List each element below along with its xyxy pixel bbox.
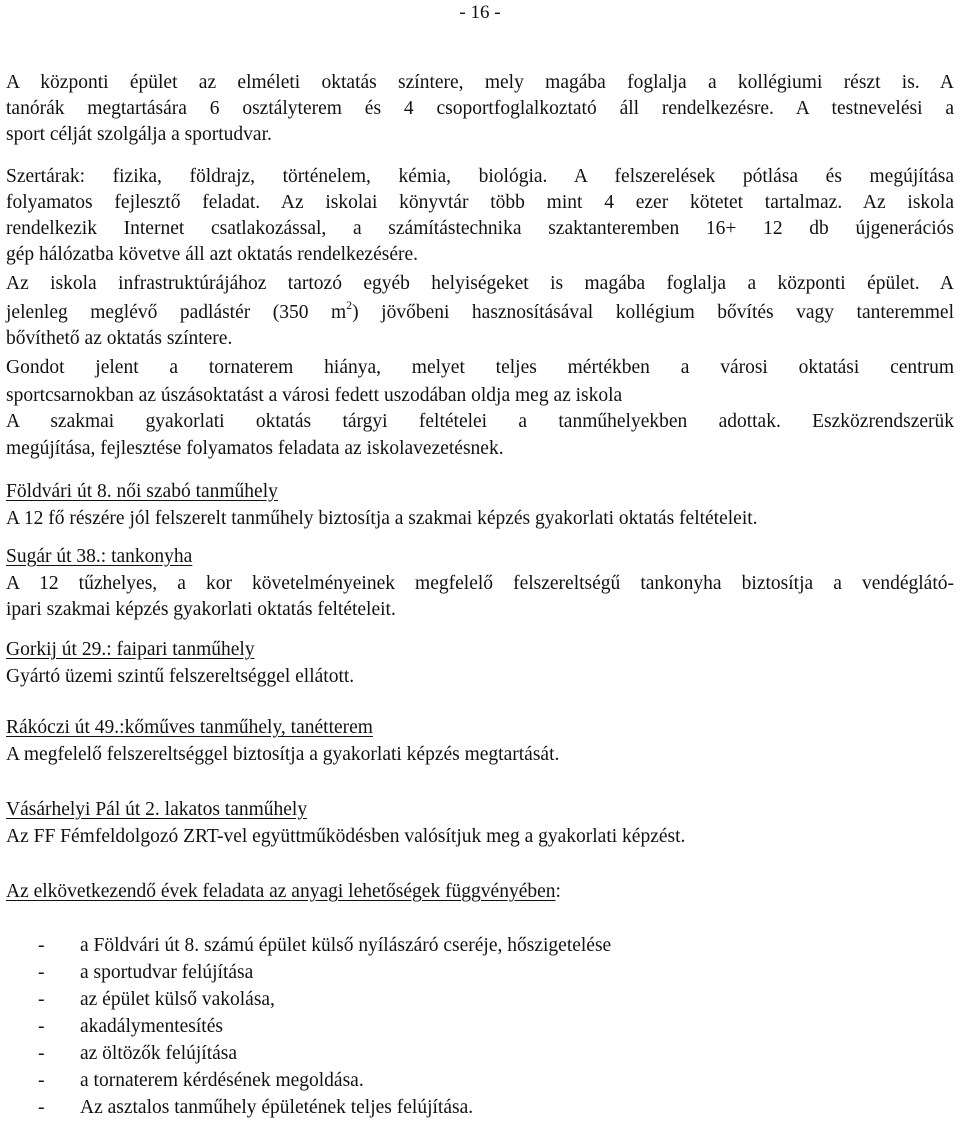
section-heading: Sugár út 38.: tankonyha: [6, 546, 193, 567]
list-item: Az asztalos tanműhely épületének teljes felújítása.: [80, 1097, 474, 1118]
paragraph-line: sportcsarnokban az úszásoktatást a városi fedett uszodában oldja meg az iskola: [6, 385, 623, 406]
paragraph-line: megújítása, fejlesztése folyamatos feladata az iskolavezetésnek.: [6, 438, 504, 459]
list-bullet: -: [38, 1043, 45, 1064]
section-text: Az FF Fémfeldolgozó ZRT-vel együttműködésben valósítjuk meg a gyakorlati képzést.: [6, 826, 686, 847]
list-bullet: -: [38, 1016, 45, 1037]
list-bullet: -: [38, 1070, 45, 1091]
section-text: Gyártó üzemi szintű felszereltséggel ellátott.: [6, 666, 355, 687]
section-text: ipari szakmai képzés gyakorlati oktatás feltételeit.: [6, 599, 396, 620]
paragraph-line: sport célját szolgálja a sportudvar.: [6, 124, 272, 145]
paragraph-line: jelenleg meglévő padlástér (350 $m^2$) jövőbeni hasznosításával kollégium bővítés vagy tanteremmel: [6, 298, 954, 323]
list-bullet: -: [38, 935, 45, 956]
list-item: az öltözők felújítása: [80, 1043, 238, 1064]
paragraph-line: Az iskola infrastruktúrájához tartozó egyéb helyiségeket is magába foglalja a központi épület. A: [6, 273, 954, 294]
paragraph-line: bővíthető az oktatás színtere.: [6, 328, 233, 349]
section-heading: Vásárhelyi Pál út 2. lakatos tanműhely: [6, 799, 308, 820]
list-item: akadálymentesítés: [80, 1016, 223, 1037]
paragraph-line: folyamatos fejlesztő feladat. Az iskolai könyvtár több mint 4 ezer kötetet tartalmaz. Az iskola: [6, 192, 954, 213]
section-heading: Földvári út 8. női szabó tanműhely: [6, 481, 278, 502]
list-item: a sportudvar felújítása: [80, 962, 254, 983]
paragraph-line: tanórák megtartására 6 osztályterem és 4 csoportfoglalkoztató áll rendelkezésre. A testnevelési a: [6, 98, 954, 119]
superscript: 2: [346, 298, 353, 312]
list-bullet: -: [38, 962, 45, 983]
section-text: A megfelelő felszereltséggel biztosítja a gyakorlati képzés megtartását.: [6, 744, 560, 765]
paragraph-line: gép hálózatba követve áll azt oktatás rendelkezésére.: [6, 244, 418, 265]
list-bullet: -: [38, 1097, 45, 1118]
paragraph-line: rendelkezik Internet csatlakozással, a számítástechnika szaktanteremben 16+ 12 db újgenerációs: [6, 218, 954, 239]
list-item: a Földvári út 8. számú épület külső nyílászáró cseréje, hőszigetelése: [80, 935, 612, 956]
list-bullet: -: [38, 989, 45, 1010]
section-heading: Gorkij út 29.: faipari tanműhely: [6, 639, 255, 660]
section-text: A 12 fő részére jól felszerelt tanműhely biztosítja a szakmai képzés gyakorlati oktatás feltételeit.: [6, 508, 758, 529]
paragraph-line: A szakmai gyakorlati oktatás tárgyi feltételei a tanműhelyekben adottak. Eszközrendszerük: [6, 411, 954, 432]
section-text: A 12 tűzhelyes, a kor követelményeinek megfelelő felszereltségű tankonyha biztosítja a vendéglátó-: [6, 573, 954, 594]
page-number: - 16 -: [459, 2, 501, 23]
future-tasks-heading: Az elkövetkezendő évek feladata az anyagi lehetőségek függvényében:: [6, 881, 561, 902]
paragraph-line: Szertárak: fizika, földrajz, történelem, kémia, biológia. A felszerelések pótlása és megújítása: [6, 166, 954, 187]
list-item: az épület külső vakolása,: [80, 989, 275, 1010]
section-heading: Rákóczi út 49.:kőműves tanműhely, tanétterem: [6, 717, 373, 738]
paragraph-line: A központi épület az elméleti oktatás színtere, mely magába foglalja a kollégiumi részt is. A: [6, 72, 954, 93]
list-item: a tornaterem kérdésének megoldása.: [80, 1070, 364, 1091]
paragraph-line: Gondot jelent a tornaterem hiánya, melyet teljes mértékben a városi oktatási centrum: [6, 357, 954, 378]
